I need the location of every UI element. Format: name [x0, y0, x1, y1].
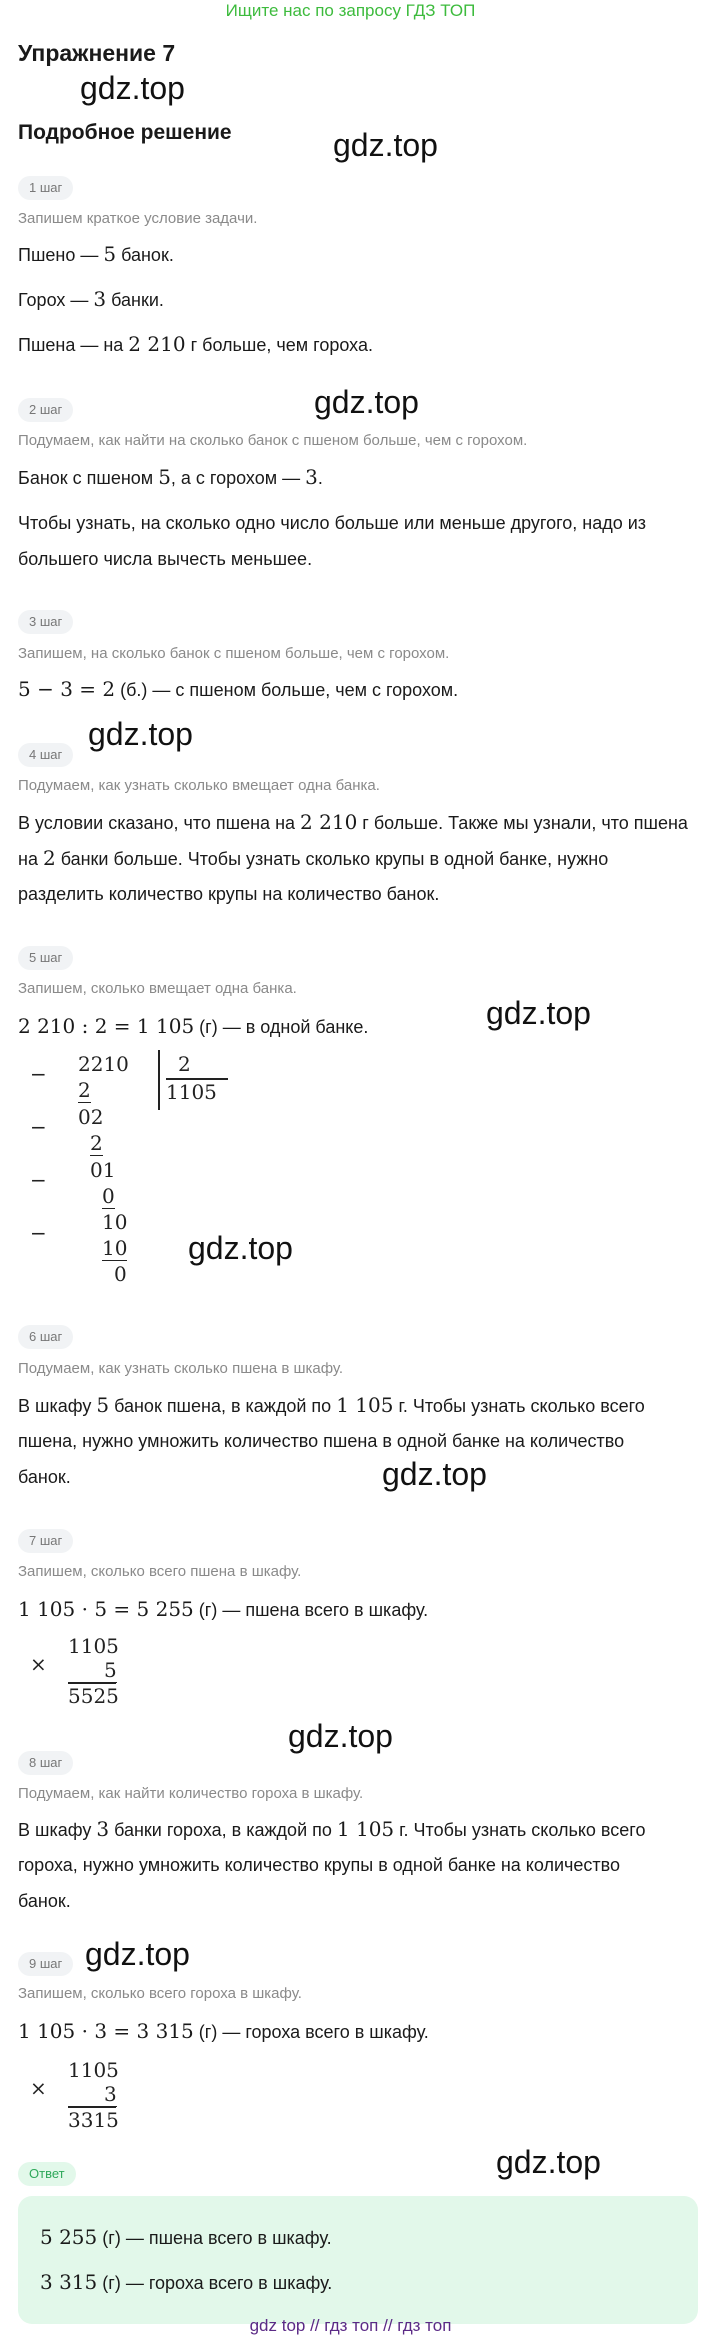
step-hint: Подумаем, как узнать сколько вмещает одна банка.: [18, 777, 380, 794]
explanation-line: на 2 банки больше. Чтобы узнать сколько крупы в одной банке, нужно: [18, 846, 609, 870]
search-banner[interactable]: Ищите нас по запросу ГДЗ ТОП: [225, 1, 476, 20]
division-bar: [158, 1050, 160, 1110]
step-hint: Запишем, на сколько банок с пшеном больше, чем с горохом.: [18, 645, 450, 662]
answer-badge: Ответ: [18, 2162, 76, 2186]
page-title: Упражнение 7: [18, 40, 176, 66]
times-sign: ×: [30, 1652, 47, 1676]
explanation-line: Чтобы узнать, на сколько одно число больше или меньше другого, надо из: [18, 513, 647, 533]
minus-sign: −: [30, 1115, 47, 1139]
watermark: gdz.top: [80, 70, 185, 106]
watermark: gdz.top: [382, 1456, 487, 1492]
step-badge: 7 шаг: [18, 1529, 73, 1553]
condition-line: Пшена — на 2 210 г больше, чем гороха.: [18, 332, 373, 356]
step-badge: 8 шаг: [18, 1751, 73, 1775]
explanation-line: разделить количество крупы на количество банок.: [18, 884, 440, 904]
watermark: gdz.top: [486, 995, 591, 1031]
explanation-line: большего числа вычесть меньшее.: [18, 549, 313, 569]
minus-sign: −: [30, 1221, 47, 1245]
minus-sign: −: [30, 1062, 47, 1086]
step-badge: 9 шаг: [18, 1952, 73, 1976]
step-hint: Запишем, сколько вмещает одна банка.: [18, 980, 297, 997]
product: 5525: [68, 1684, 119, 1708]
watermark: gdz.top: [88, 716, 193, 752]
division-row: 10: [102, 1210, 128, 1234]
step-hint: Запишем краткое условие задачи.: [18, 210, 258, 227]
division-row: 10: [102, 1236, 128, 1260]
watermark: gdz.top: [288, 1718, 393, 1754]
step-badge: 6 шаг: [18, 1325, 73, 1349]
column-multiplication: [18, 1634, 158, 1714]
answer-line: 3 315 (г) — гороха всего в шкафу.: [40, 2270, 333, 2294]
step-hint: Запишем, сколько всего гороха в шкафу.: [18, 1985, 302, 2002]
explanation-line: пшена, нужно умножить количество пшена в одной банке на количество: [18, 1431, 625, 1451]
answer-box: [18, 2196, 698, 2324]
explanation-line: гороха, нужно умножить количество крупы в одной банке на количество: [18, 1855, 621, 1875]
division-row: 2: [78, 1078, 91, 1102]
answer-line: 5 255 (г) — пшена всего в шкафу.: [40, 2225, 332, 2249]
calculation-line: 5 − 3 = 2 (б.) — с пшеном больше, чем с горохом.: [18, 677, 459, 701]
step-hint: Запишем, сколько всего пшена в шкафу.: [18, 1563, 302, 1580]
multiplier: 3: [104, 2082, 117, 2106]
division-row: 2: [90, 1131, 103, 1155]
divisor: 2: [178, 1052, 191, 1076]
explanation-line: банок.: [18, 1467, 71, 1487]
step-badge: 1 шаг: [18, 176, 73, 200]
multiplicand: 1105: [68, 1634, 119, 1658]
step-badge: 4 шаг: [18, 743, 73, 767]
explanation-line: банок.: [18, 1891, 71, 1911]
section-title: Подробное решение: [18, 121, 232, 144]
watermark: gdz.top: [333, 127, 438, 163]
dividend: 2210: [78, 1052, 129, 1076]
division-row: 0: [114, 1262, 127, 1286]
division-row: 02: [78, 1105, 104, 1129]
explanation-line: В шкафу 3 банки гороха, в каждой по 1 105 г. Чтобы узнать сколько всего: [18, 1817, 646, 1841]
watermark: gdz.top: [85, 1936, 190, 1972]
quotient: 1105: [166, 1080, 217, 1104]
product: 3315: [68, 2108, 119, 2132]
watermark: gdz.top: [314, 384, 419, 420]
footer-links[interactable]: gdz top // гдз топ // гдз топ: [249, 2316, 452, 2335]
explanation-line: В условии сказано, что пшена на 2 210 г больше. Также мы узнали, что пшена: [18, 810, 688, 834]
explanation-line: Банок с пшеном 5, а с горохом — 3.: [18, 465, 323, 489]
multiplier: 5: [104, 1658, 117, 1682]
condition-line: Горох — 3 банки.: [18, 287, 164, 311]
calculation-line: 1 105 · 5 = 5 255 (г) — пшена всего в шкафу.: [18, 1597, 429, 1621]
step-badge: 5 шаг: [18, 946, 73, 970]
column-multiplication: [18, 2058, 158, 2138]
watermark: gdz.top: [188, 1230, 293, 1266]
step-hint: Подумаем, как найти количество гороха в шкафу.: [18, 1785, 364, 1802]
step-badge: 2 шаг: [18, 398, 73, 422]
division-row: 0: [102, 1184, 115, 1208]
times-sign: ×: [30, 2076, 47, 2100]
calculation-line: 1 105 · 3 = 3 315 (г) — гороха всего в шкафу.: [18, 2019, 429, 2043]
calculation-line: 2 210 : 2 = 1 105 (г) — в одной банке.: [18, 1014, 369, 1038]
multiplicand: 1105: [68, 2058, 119, 2082]
step-hint: Подумаем, как узнать сколько пшена в шкафу.: [18, 1360, 344, 1377]
step-badge: 3 шаг: [18, 610, 73, 634]
condition-line: Пшено — 5 банок.: [18, 242, 174, 266]
division-row: 01: [90, 1158, 116, 1182]
step-hint: Подумаем, как найти на сколько банок с пшеном больше, чем с горохом.: [18, 432, 528, 449]
minus-sign: −: [30, 1168, 47, 1192]
explanation-line: В шкафу 5 банок пшена, в каждой по 1 105 г. Чтобы узнать сколько всего: [18, 1393, 645, 1417]
watermark: gdz.top: [496, 2144, 601, 2180]
